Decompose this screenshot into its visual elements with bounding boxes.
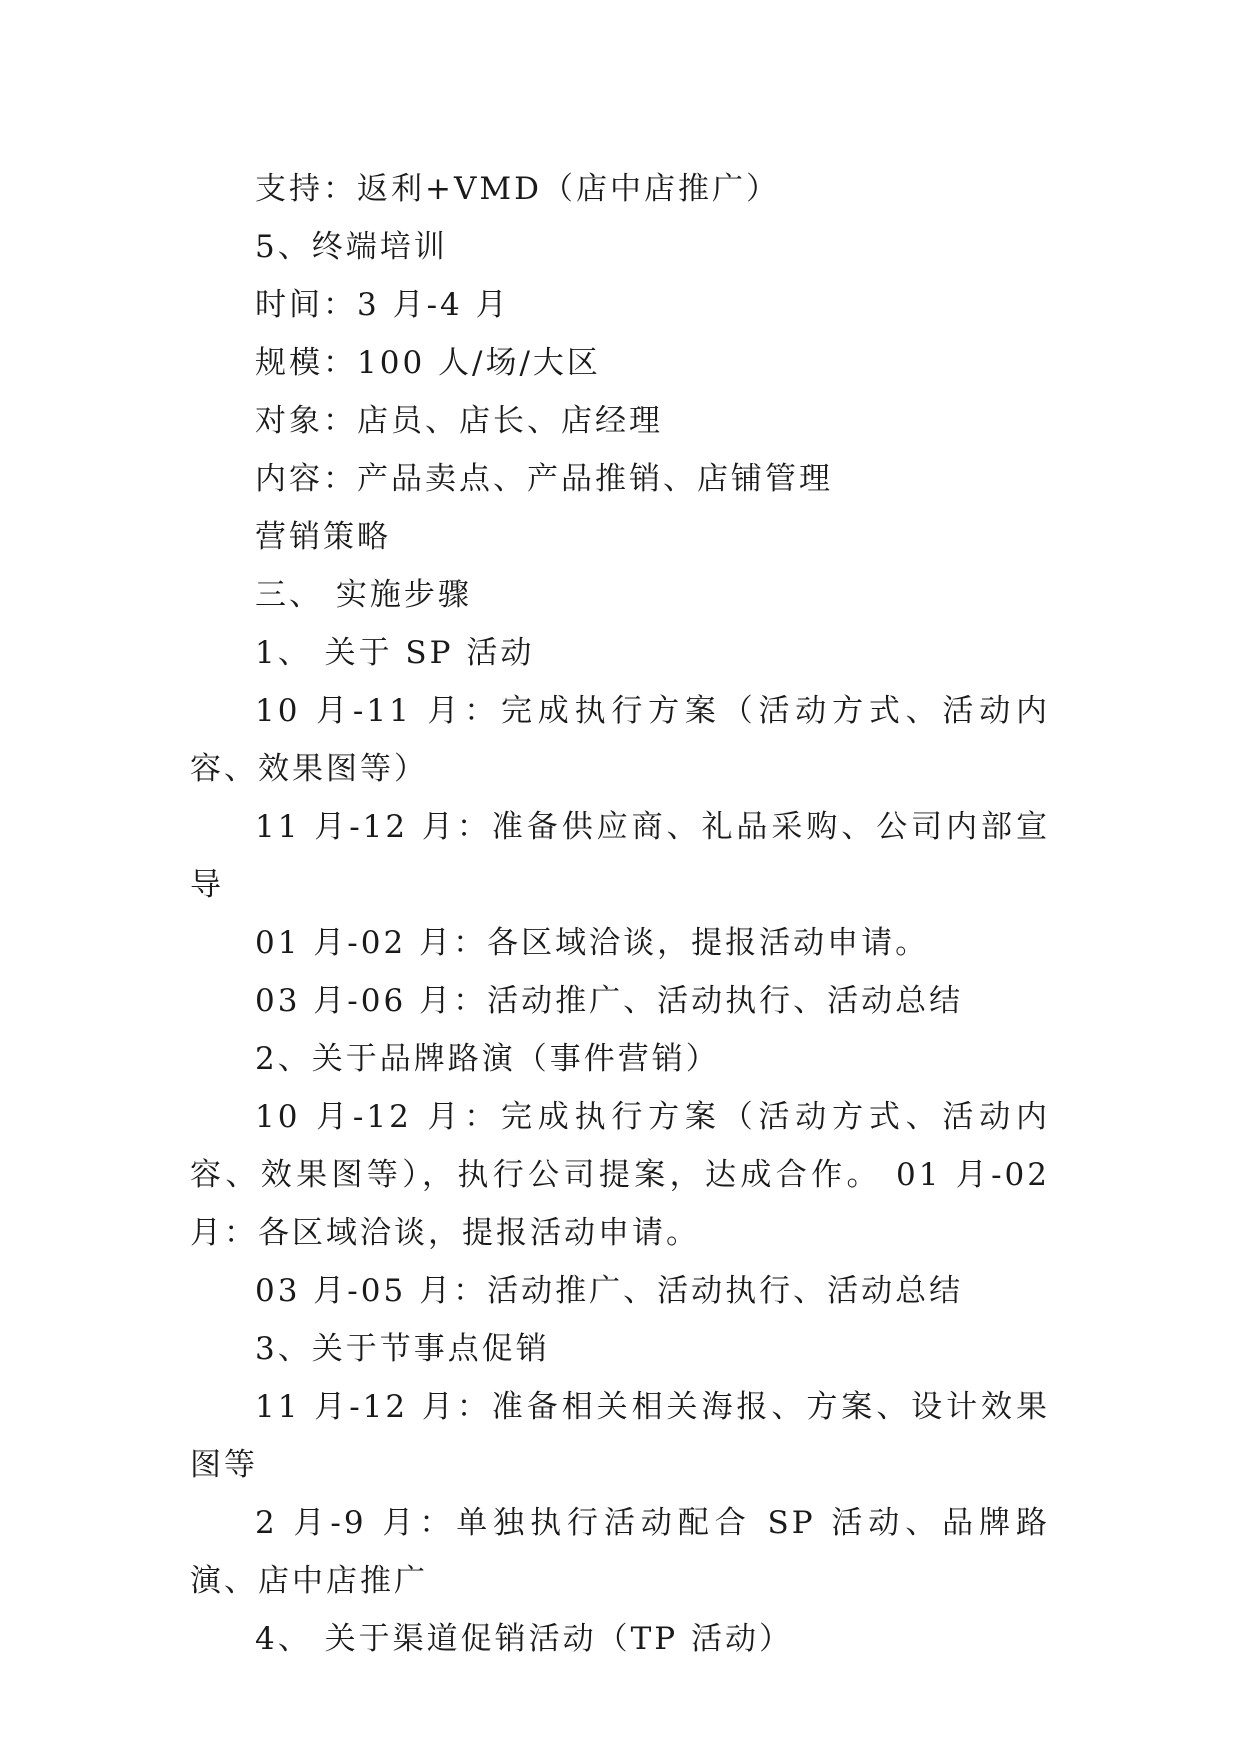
heading-sp-activity: 1、 关于 SP 活动 [255,635,535,671]
heading-brand-roadshow: 2、关于品牌路演（事件营销） [255,1041,720,1077]
paragraph-scale: 规模：100 人/场/大区 [255,345,601,381]
paragraph-marketing-strategy: 营销策略 [255,519,391,555]
paragraph-support: 支持：返利+VMD（店中店推广） [255,171,780,207]
paragraph-roadshow-step-1: 10 月-12 月：完成执行方案（活动方式、活动内容、效果图等），执行公司提案，达成合作。 01 月-02 月：各区域洽谈，提报活动申请。 [190,1099,1050,1251]
paragraph-time: 时间：3 月-4 月 [255,287,510,323]
document-body [190,160,1050,1668]
paragraph-sp-step-1: 10 月-11 月：完成执行方案（活动方式、活动内容、效果图等） [190,693,1050,787]
heading-implementation-steps: 三、 实施步骤 [255,577,472,613]
heading-channel-promotion: 4、 关于渠道促销活动（TP 活动） [255,1621,793,1657]
paragraph-festival-step-1: 11 月-12 月：准备相关相关海报、方案、设计效果图等 [190,1389,1050,1483]
paragraph-festival-step-2: 2 月-9 月：单独执行活动配合 SP 活动、品牌路演、店中店推广 [190,1505,1050,1599]
paragraph-roadshow-step-2: 03 月-05 月：活动推广、活动执行、活动总结 [255,1273,964,1309]
paragraph-audience: 对象：店员、店长、店经理 [255,403,663,439]
paragraph-sp-step-4: 03 月-06 月：活动推广、活动执行、活动总结 [255,983,964,1019]
heading-terminal-training: 5、终端培训 [255,229,448,265]
paragraph-sp-step-2: 11 月-12 月：准备供应商、礼品采购、公司内部宣导 [190,809,1050,903]
heading-festival-promotion: 3、关于节事点促销 [255,1331,550,1367]
paragraph-sp-step-3: 01 月-02 月：各区域洽谈，提报活动申请。 [255,925,930,961]
paragraph-content: 内容：产品卖点、产品推销、店铺管理 [255,461,833,497]
